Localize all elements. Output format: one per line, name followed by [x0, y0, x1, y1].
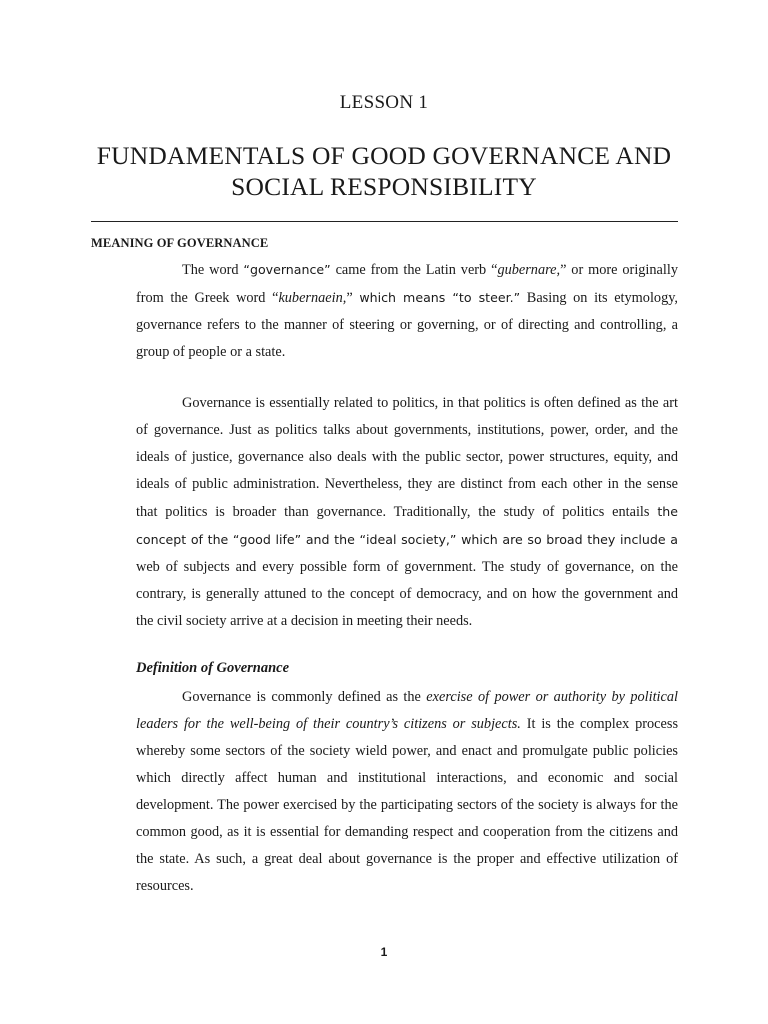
p4-text-1: Governance is commonly defined as the — [182, 689, 427, 705]
section-heading: MEANING OF GOVERNANCE — [91, 236, 269, 250]
p1-text-8: which means “to steer.” — [359, 290, 521, 305]
p1-text-7: ” — [346, 290, 360, 306]
p2-text-1: Governance is essentially related to politics, in that politics is often defined as the art of governance. Just as politics talks about governments, institutions, power, order, and the ideals of justice, governance also deals with the public sector, power structures, equity, and ideals of public administration. Nevertheless, they are distinct from each other in the sense that politics is broader than governance. Traditionally, the study of politics entails — [136, 395, 678, 520]
p1-latin-term: gubernare, — [497, 262, 561, 278]
lesson-label: LESSON 1 — [339, 92, 429, 113]
subheading-definition: Definition of Governance — [136, 660, 290, 676]
p2-text-2: the concept of the “good life” and the “ideal society,” which are so broad they include a — [136, 504, 678, 547]
paragraph-politics — [136, 390, 678, 635]
title-divider — [91, 221, 678, 222]
p1-text-5: ” or more originally from the Greek word “ — [136, 262, 678, 306]
paragraph-etymology — [136, 256, 678, 366]
p1-text-9: Basing on its etymology, governance refers to the manner of steering or governing, or of directing and controlling, a group of people or a state. — [136, 290, 679, 360]
title-line-2: SOCIAL RESPONSIBILITY — [231, 172, 537, 201]
p4-definition-italic: exercise of power or authority by political leaders for the well-being of their country’s citizens or subjects. — [136, 689, 678, 732]
p1-text-1: The word — [182, 262, 244, 278]
page-number: 1 — [380, 945, 388, 959]
paragraph-definition — [136, 684, 678, 900]
p4-text-3: It is the complex process whereby some sectors of the society wield power, and enact and promulgate public policies which directly affect human and institutional interactions, and economic and social development. The power exercised by the participating sectors of the society is always for the common good, as it is essential for demanding respect and cooperation from the citizens and the state. As such, a great deal about governance is the proper and effective utilization of resources. — [136, 716, 679, 894]
p1-greek-term: kubernaein, — [278, 290, 347, 306]
p2-text-3: web of subjects and every possible form of government. The study of governance, on the contrary, is generally attuned to the concept of democracy, and on how the government and the civil society arrive at a decision in meeting their needs. — [136, 559, 678, 629]
title-line-1: FUNDAMENTALS OF GOOD GOVERNANCE AND — [96, 141, 672, 170]
p1-text-2: “governance” — [243, 262, 331, 277]
p1-text-3: came from the Latin verb “ — [330, 262, 498, 278]
page-title — [60, 140, 708, 202]
